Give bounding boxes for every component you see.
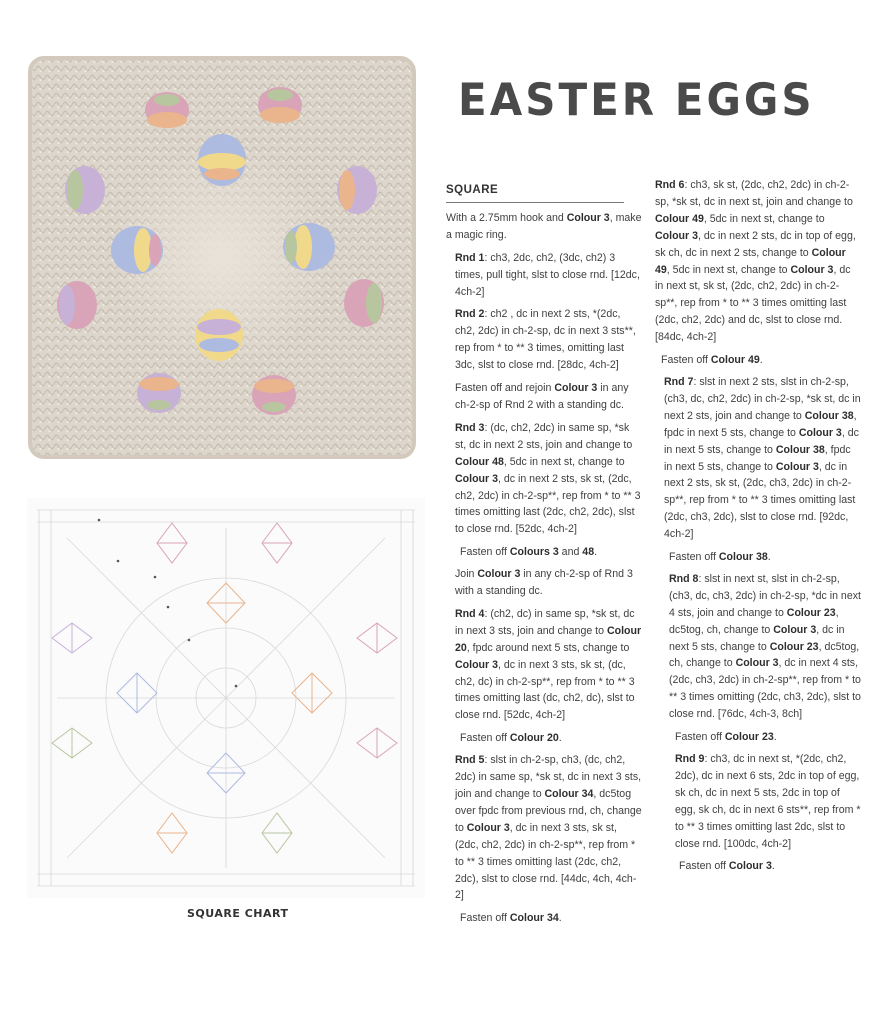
round-text: : ch3, 2dc, ch2, (3dc, ch2) 3 times, pull tight, slst to close rnd. [12dc, 4ch-2]	[455, 251, 640, 298]
colour-ref: Colour 20	[455, 624, 642, 654]
colour-ref: Colour 34	[544, 788, 594, 800]
colour-ref: Colour 48	[455, 455, 504, 468]
colour-ref: Colour 38	[804, 409, 854, 422]
round-text: : slst in ch-2-sp, ch3, (dc, ch2, 2dc) in same sp, *sk st, dc in next 3 sts, join and change to	[455, 754, 642, 800]
round-1	[446, 250, 642, 301]
colour-ref: Colour 3	[477, 568, 521, 581]
round-text: : slst in next 2 sts, slst in ch-2-sp, (ch3, dc, ch2, 2dc) in ch-2-sp, *sk st, dc in next 2 sts, join and change to	[664, 375, 861, 422]
round-9	[655, 751, 861, 852]
colour-ref: Colour 3	[466, 821, 510, 834]
round-5	[446, 752, 642, 904]
fasten-off-note	[446, 910, 642, 927]
fasten-off-note	[655, 352, 861, 369]
round-text: , dc in next 5 sts, change to	[664, 426, 859, 456]
colour-ref: Colour 23	[724, 731, 774, 744]
round-text: , dc5tog, ch, change to	[669, 606, 839, 636]
round-text: , dc in next 3 sts, sk st, (2dc, ch2, 2dc) in ch-2-sp**, rep from * to ** 3 times omitting last (2dc, ch2, 2dc), slst to close rnd. [44dc, 4ch, 4ch-2]	[455, 821, 637, 902]
intro-text: With a 2.75mm hook and	[446, 211, 567, 224]
colour-ref: Colour 3	[790, 263, 834, 276]
note-text: Join	[455, 568, 478, 581]
note-text: .	[767, 551, 771, 564]
round-text: , fpdc around next 5 sts, change to	[466, 641, 630, 654]
round-text: , dc in next st, sk st, (2dc, ch2, 2dc) in ch-2-sp**, rep from * to ** 3 times omitting last (2dc, ch2, 2dc) and dc, slst to close rnd. [84dc, 4ch-2]	[655, 263, 851, 344]
round-text: , dc in next 3 sts, sk st, (dc, ch2, dc) in ch-2-sp**, rep from * to ** 3 times omitting last (dc, ch2, dc), slst to close rnd. [52dc, 4ch-2]	[455, 658, 635, 722]
colour-ref: Colour 20	[509, 732, 559, 745]
round-text: , dc5tog over fpdc from previous rnd, ch, change to	[455, 788, 642, 834]
fasten-off-note	[655, 858, 861, 875]
round-label: Rnd 5	[455, 754, 485, 767]
colour-ref: Colour 38	[718, 551, 768, 564]
page-title: EASTER EGGS	[458, 74, 815, 126]
round-text: : (dc, ch2, 2dc) in same sp, *sk st, dc in next 2 sts, join and change to	[455, 421, 633, 451]
note-text: Fasten off	[460, 732, 510, 745]
colour-ref: Colour 3	[728, 860, 772, 873]
pattern-column-left	[446, 182, 642, 932]
section-heading: SQUARE	[446, 182, 624, 203]
note-text: .	[558, 912, 562, 925]
note-text: Fasten off	[669, 551, 719, 564]
round-text: : ch3, sk st, (2dc, ch2, 2dc) in ch-2-sp, *sk st, dc in next st, join and change to	[655, 179, 853, 208]
colour-ref: Colour 3	[735, 657, 779, 670]
note-text: in any ch-2-sp of Rnd 3 with a standing dc.	[455, 568, 633, 598]
note-text: .	[558, 732, 562, 745]
round-text: , fpdc in next 5 sts, change to	[664, 443, 851, 473]
note-text: Fasten off	[675, 731, 725, 744]
round-text: : ch2 , dc in next 2 sts, *(2dc, ch2, 2dc) in ch-2-sp, dc in next 3 sts**, rep from * to ** 3 times, omitting last 3dc, slst to close rnd. [28dc, 4ch-2]	[455, 308, 636, 372]
join-note	[446, 566, 642, 600]
round-text: , dc in next 5 sts, change to	[669, 623, 845, 653]
fasten-rejoin-note	[446, 380, 642, 414]
colour-ref: Colour 3	[773, 623, 817, 636]
pattern-column-right	[655, 177, 861, 880]
round-label: Rnd 3	[455, 421, 485, 434]
round-text: : slst in next st, slst in ch-2-sp, (ch3, dc, ch3, 2dc) in ch-2-sp, *dc in next 4 sts, join and change to	[669, 572, 861, 619]
round-8	[655, 571, 861, 723]
colour-ref: Colour 49	[655, 246, 846, 276]
fasten-off-note	[655, 729, 861, 746]
chart-caption: SQUARE CHART	[187, 907, 289, 920]
crochet-square-photo	[27, 55, 417, 460]
round-label: Rnd 2	[455, 308, 485, 321]
round-4	[446, 606, 642, 724]
round-label: Rnd 7	[664, 375, 694, 388]
round-text: : (ch2, dc) in same sp, *sk st, dc in next 3 sts, join and change to	[455, 607, 635, 637]
round-6	[655, 177, 861, 346]
intro-text: , make a magic ring.	[446, 211, 642, 241]
round-label: Rnd 8	[669, 572, 699, 585]
round-text: : ch3, dc in next st, *(2dc, ch2, 2dc), dc in next 6 sts, 2dc in top of egg, sk ch, dc in next 5 sts, 2dc in top of egg, sk ch, dc in next 6 sts**, rep from * to ** 3 times omitting last 2dc, slst to close rnd. [100dc, 4ch-2]	[675, 753, 861, 850]
colour-ref: Colour 49	[655, 212, 704, 225]
colour-ref: Colour 3	[455, 658, 498, 671]
colour-ref: Colour 23	[769, 640, 819, 653]
colour-ref: Colour 3	[566, 211, 610, 224]
note-text: .	[771, 860, 775, 873]
round-text: , dc in next 2 sts, sk st, (2dc, ch2, 2dc) in ch-2-sp**, rep from * to ** 3 times omitting last (2dc, ch2, 2dc), slst to close rnd. [52dc, 4ch-2]	[455, 472, 641, 536]
fasten-off-note	[446, 544, 642, 561]
colour-ref: Colour 3	[655, 229, 698, 242]
colour-ref: Colours 3	[509, 546, 559, 559]
note-text: Fasten off	[460, 912, 510, 925]
colour-ref: 48	[582, 546, 595, 559]
fasten-off-note	[655, 549, 861, 566]
colour-ref: Colour 3	[775, 460, 819, 473]
note-text: .	[759, 354, 763, 367]
round-text: , 5dc in next st, change to	[703, 212, 825, 225]
colour-ref: Colour 3	[798, 426, 842, 439]
round-7	[655, 374, 861, 543]
note-text: .	[594, 546, 598, 559]
colour-ref: Colour 23	[786, 606, 836, 619]
round-text: , 5dc in next st, change to	[503, 455, 625, 468]
round-2	[446, 306, 642, 374]
square-chart-diagram	[27, 498, 425, 898]
note-text: in any ch-2-sp of Rnd 2 with a standing dc.	[455, 382, 629, 411]
round-label: Rnd 1	[455, 251, 485, 264]
intro-paragraph	[446, 210, 642, 244]
round-text: , dc in next 2 sts, sk st, (2dc, ch3, 2dc) in ch-2-sp**, rep from * to ** 3 times omitting last (2dc, ch3, 2dc), slst to close rnd. [92dc, 4ch-2]	[664, 460, 856, 541]
round-label: Rnd 6	[655, 179, 685, 191]
colour-ref: Colour 38	[775, 443, 825, 456]
round-text: , dc in next 2 sts, dc in top of egg, sk ch, dc in next 2 sts, change to	[655, 229, 856, 259]
colour-ref: Colour 34	[509, 912, 559, 925]
colour-ref: Colour 49	[710, 354, 760, 367]
colour-ref: Colour 3	[455, 472, 498, 485]
note-text: Fasten off	[679, 860, 729, 873]
round-text: , dc in next 4 sts, (2dc, ch3, 2dc) in ch-2-sp**, rep from * to ** 3 times omitting (2dc, ch3, 2dc), slst to close rnd. [76dc, 4ch-3, 8ch]	[669, 657, 861, 721]
fasten-off-note	[446, 730, 642, 747]
round-text: , fpdc in next 5 sts, change to	[664, 409, 857, 439]
round-3	[446, 420, 642, 538]
note-text: Fasten off and rejoin	[455, 382, 555, 395]
note-text: .	[773, 731, 777, 744]
note-text: Fasten off	[460, 546, 510, 559]
round-text: , dc5tog, ch, change to	[669, 640, 860, 670]
note-text: and	[558, 546, 583, 559]
round-text: , 5dc in next st, change to	[666, 263, 791, 276]
note-text: Fasten off	[661, 354, 711, 367]
round-label: Rnd 9	[675, 753, 705, 765]
colour-ref: Colour 3	[554, 382, 598, 395]
round-label: Rnd 4	[455, 607, 485, 620]
